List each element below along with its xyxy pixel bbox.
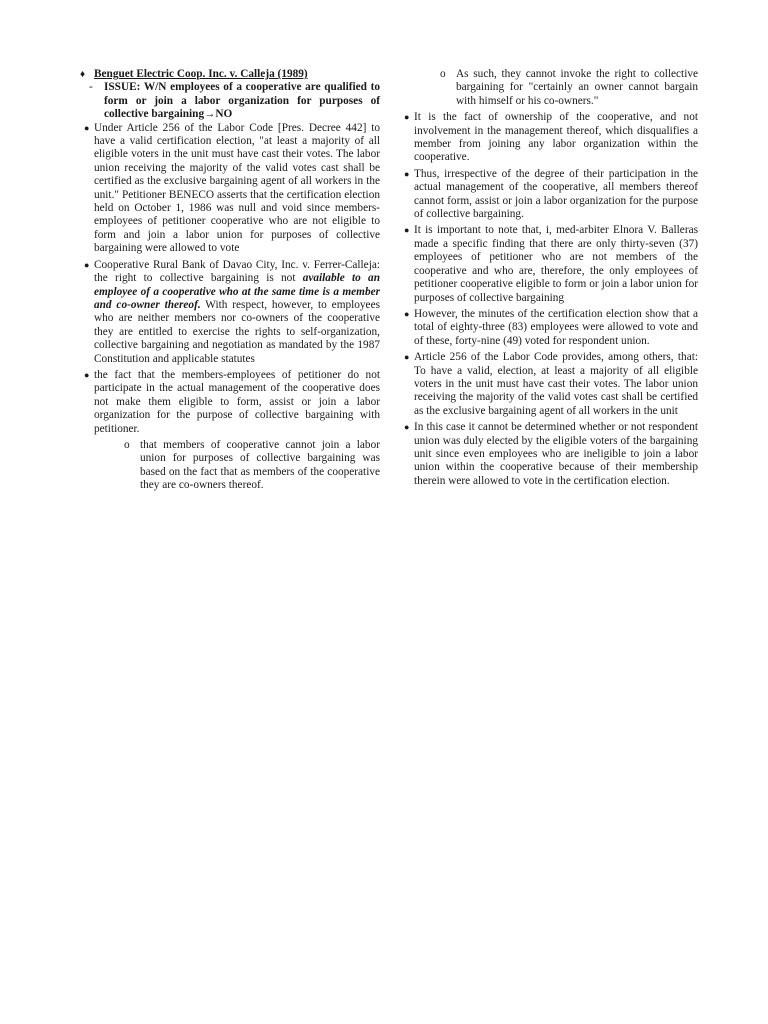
diamond-bullet-icon: ♦ — [80, 69, 86, 80]
issue-answer: NO — [215, 108, 233, 121]
round-bullet-icon: ● — [404, 168, 410, 179]
issue-item — [78, 81, 380, 121]
round-bullet-icon: ● — [84, 259, 90, 270]
case-heading — [78, 68, 380, 81]
right-column — [398, 68, 698, 488]
round-bullet-icon: ● — [404, 422, 410, 433]
list-item — [78, 369, 380, 436]
arrow-right-icon: → — [204, 108, 216, 121]
bullet-text: the fact that the members-employees of petitioner do not participate in the actual management of the cooperative does not make them eligible to form, assist or join a labor organization for the purpose of collective bargaining with petitioner. — [94, 368, 380, 435]
list-item — [398, 111, 698, 165]
bullet-text: Under Article 256 of the Labor Code [Pres. Decree 442] to have a valid certification election, "at least a majority of all eligible voters in the unit must have cast their votes. The labor union receiving the majority of the valid votes cast shall be certified as the exclusive bargaining agent of all workers in the unit." Petitioner BENECO asserts that the certification election held on October 1, 1986 was null and void since members-employees of petitioner cooperative who are not eligible to form and join a labor union for purposes of collective bargaining were allowed to vote — [94, 121, 380, 255]
bullet-text: It is the fact of ownership of the cooperative, and not involvement in the management thereof, which disqualifies a member from joining any labor organization within the cooperative. — [414, 111, 698, 164]
bullet-text: Cooperative Rural Bank of Davao City, Inc. v. Ferrer-Calleja: the right to collective bargaining is not — [94, 258, 380, 285]
circle-bullet-icon: o — [124, 438, 130, 451]
list-item — [398, 224, 698, 304]
bullet-emphasis: available to an employee of a cooperative who at the same time is a member and co-owner thereof. — [94, 272, 380, 311]
list-item — [398, 351, 698, 418]
case-title: Benguet Electric Coop. Inc. v. Calleja (1989) — [94, 68, 308, 80]
issue-text: ISSUE: W/N employees of a cooperative are qualified to form or join a labor organization for purposes of collective bargaining — [104, 81, 380, 121]
bullet-text: However, the minutes of the certification election show that a total of eighty-three (83) employees were allowed to vote and of these, forty-nine (49) voted for respondent union. — [414, 307, 698, 347]
round-bullet-icon: ● — [404, 225, 410, 236]
bullet-text: With respect, however, to employees who are neither members nor co-owners of the cooperative they are entitled to exercise the rights to self-organization, collective bargaining and negotiation as mandated by the 1987 Constitution and applicable statutes — [94, 298, 380, 365]
list-item — [398, 308, 698, 348]
round-bullet-icon: ● — [84, 369, 90, 380]
round-bullet-icon: ● — [404, 352, 410, 363]
circle-bullet-icon: o — [440, 68, 446, 80]
bullet-text: Article 256 of the Labor Code provides, among others, that: To have a valid, election, at least a majority of all eligible voters in the unit must have cast their votes. The labor union receiving the majority of the valid votes cast shall be certified as the exclusive bargaining agent of all workers in the unit — [414, 351, 698, 417]
list-item — [398, 421, 698, 488]
bullet-text: Thus, irrespective of the degree of their participation in the actual management of the cooperative, all members thereof cannot form, assist or join a labor organization for the purpose of collective bargaining. — [414, 167, 698, 221]
left-column — [78, 68, 380, 493]
sub-bullet-text: As such, they cannot invoke the right to collective bargaining for "certainly an owner cannot bargain with himself or his co-owners." — [456, 68, 698, 107]
sub-bullet-text: that members of cooperative cannot join a labor union for purposes of collective bargaining was based on the fact that as members of the cooperative they are co-owners thereof. — [140, 438, 380, 492]
sub-list-item — [78, 439, 380, 493]
dash-bullet-icon: - — [89, 81, 93, 94]
bullet-text: In this case it cannot be determined whether or not respondent union was duly elected by the eligible voters of the bargaining unit since even employees who are ineligible to join a labor union within the cooperative because of their membership therein were allowed to vote in the certification election. — [414, 421, 698, 487]
round-bullet-icon: ● — [84, 122, 90, 133]
round-bullet-icon: ● — [404, 308, 410, 319]
list-item — [398, 168, 698, 222]
list-item — [78, 122, 380, 256]
round-bullet-icon: ● — [404, 112, 410, 123]
sub-list-item — [398, 68, 698, 108]
bullet-text: It is important to note that, i, med-arbiter Elnora V. Balleras made a specific finding that there are only thirty-seven (37) employees of petitioner who are not members of the cooperative and who are, therefore, the only employees of petitioner cooperative eligible to form or join a labor union for purposes of collective bargaining — [414, 224, 698, 304]
list-item — [78, 259, 380, 366]
